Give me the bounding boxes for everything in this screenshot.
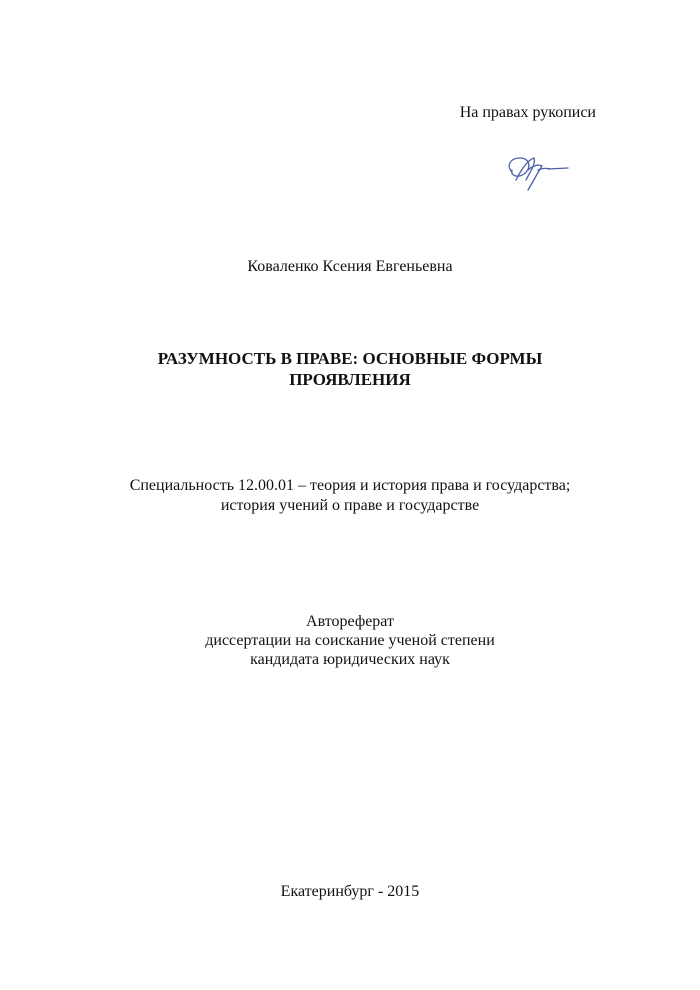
title-line-1: РАЗУМНОСТЬ В ПРАВЕ: ОСНОВНЫЕ ФОРМЫ — [157, 349, 543, 368]
title-line-2: ПРОЯВЛЕНИЯ — [289, 370, 411, 389]
manuscript-note: На правах рукописи — [459, 104, 596, 121]
abstract-line-2: диссертации на соискание ученой степени — [205, 632, 495, 649]
dissertation-title — [0, 348, 700, 390]
city-year: Екатеринбург - 2015 — [280, 883, 420, 900]
abstract-line-1: Автореферат — [306, 613, 394, 630]
abstract-line-3: кандидата юридических наук — [250, 651, 450, 668]
specialty-line-1: Специальность 12.00.01 – теория и история права и государства; — [129, 477, 571, 494]
specialty-description — [0, 476, 700, 516]
signature-image — [498, 150, 570, 194]
author-name: Коваленко Ксения Евгеньевна — [247, 258, 453, 275]
specialty-line-2: история учений о праве и государстве — [220, 497, 480, 514]
abstract-description — [0, 612, 700, 669]
